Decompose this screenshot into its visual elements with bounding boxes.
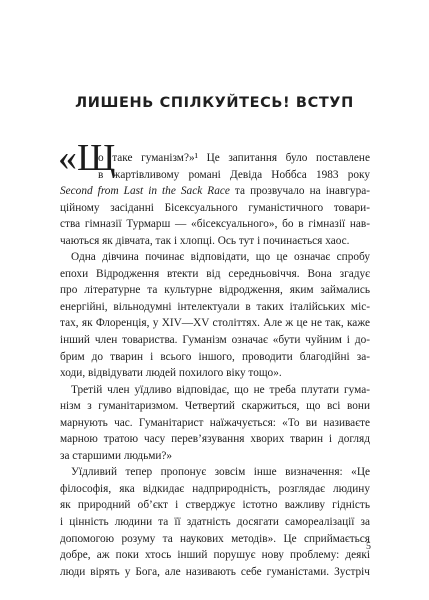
- book-title: Second from Last in the Sack Race: [60, 185, 230, 198]
- text-line: енергійні, вільнодумні інтелектуали в таких італійських міс-: [60, 300, 370, 313]
- text-line: марною тратою часу перев’язування хворих тварин і догляд: [60, 433, 370, 446]
- text-line: епохи Відродження втекти від середньовіччя. Вона згадує: [60, 267, 370, 280]
- paragraph-3: [60, 382, 370, 465]
- text-line: нізм з гуманітаризмом. Четвертий скаржиться, що всі вони: [60, 400, 370, 413]
- paragraph-1: [58, 137, 370, 249]
- text-line: філософія, яка відкидає надприродність, розглядає людину: [60, 482, 370, 495]
- text-line: марнують час. Гуманітарист наїжачується: «То ви називаєте: [60, 416, 370, 429]
- text-line: Одна дівчина починає відповідати, що це означає спробу: [71, 251, 370, 264]
- text-line: як природний об’єкт і стверджує істотно важливу гідність: [60, 499, 370, 512]
- paragraph-2: [60, 249, 370, 381]
- text-line: і цінність людини та її здатність досягати самореалізації за: [60, 516, 370, 529]
- text-line: в жартівливому романі Девіда Ноббса 1983 року: [98, 168, 370, 181]
- text-line: добре, аж поки хтось інший порушує нову проблему: деякі: [60, 549, 370, 562]
- text-line: за старшими людьми?»: [60, 449, 173, 462]
- text-line: Третій член уїдливо відповідає, що не треба плутати гума-: [71, 383, 370, 396]
- text-line: брим до тварин і всього іншого, проводити благодійні за-: [60, 350, 370, 363]
- text-line: Second from Last in the Sack Race та прозвучало на інавгура-: [60, 185, 370, 198]
- text-line: Уїдливий тепер пропонує зовсім інше визначення: «Це: [71, 466, 370, 479]
- text-line: люди вірять у Бога, але називають себе гуманістами. Зустріч: [60, 565, 370, 578]
- text-line: тах, як Флоренція, у XIV—XV століттях. Але ж це не так, каже: [60, 317, 370, 330]
- drop-cap: «Щ: [58, 137, 116, 179]
- text-line: чаються як дівчата, так і хлопці. Ось тут і починається хаос.: [60, 234, 350, 247]
- body-text: [58, 137, 370, 580]
- text-line-content: о таке гуманізм?»¹ Це запитання було поставлене: [98, 152, 370, 164]
- chapter-heading: ЛИШЕНЬ СПІЛКУЙТЕСЬ! ВСТУП: [75, 95, 354, 111]
- text-line: ційному засіданні Бісексуального гуманістичного товари-: [60, 201, 370, 214]
- text-line: про літературне та культурне відродження, яким займались: [60, 284, 370, 297]
- paragraph-4: [60, 464, 370, 580]
- text-line: інший член товариства. Гуманізм означає «бути чуйним і до-: [60, 334, 370, 347]
- text-line: допомогою розуму та наукових методів». Це сприймається: [60, 532, 370, 545]
- text-line: ходи, відвідувати людей похилого віку тощо».: [60, 367, 282, 380]
- text-line: ства гімназії Турмарш — «бісексуального», бо в гімназії нав-: [60, 218, 370, 231]
- page-number: 5: [366, 541, 371, 552]
